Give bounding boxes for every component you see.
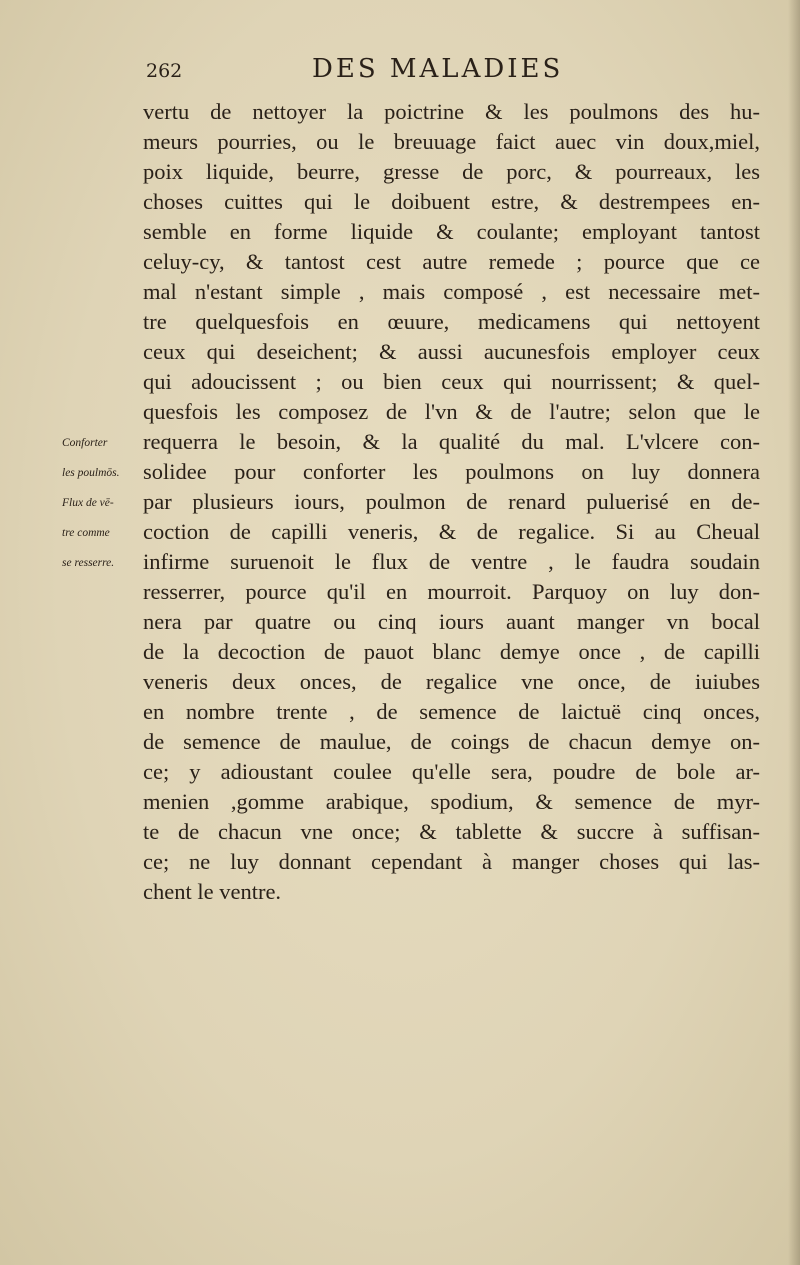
margin-note: Conforter (62, 437, 108, 449)
text-line: infirme suruenoit le flux de ventre , le faudra soudain (143, 549, 760, 574)
text-line: par plusieurs iours, poulmon de renard puluerisé en de- (143, 489, 760, 514)
text-line: solidee pour conforter les poulmons on luy donnera (143, 459, 760, 484)
text-line: veneris deux onces, de regalice vne once, de iuiubes (143, 669, 760, 694)
text-line: ce; ne luy donnant cependant à manger choses qui las- (143, 849, 760, 874)
text-line: vertu de nettoyer la poictrine & les poulmons des hu- (143, 99, 760, 124)
margin-note: Flux de vē- (62, 497, 114, 509)
text-line: coction de capilli veneris, & de regalice. Si au Cheual (143, 519, 760, 544)
text-line: tre quelquesfois en œuure, medicamens qui nettoyent (143, 309, 760, 334)
text-line: poix liquide, beurre, gresse de porc, & pourreaux, les (143, 159, 760, 184)
margin-note: se resserre. (62, 557, 115, 569)
margin-note: les poulmōs. (62, 467, 120, 479)
text-line: meurs pourries, ou le breuuage faict auec vin doux,miel, (143, 129, 760, 154)
text-line: celuy-cy, & tantost cest autre remede ; pource que ce (143, 249, 760, 274)
margin-note: tre comme (62, 527, 110, 539)
show-through-text (150, 975, 770, 1215)
text-line: quesfois les composez de l'vn & de l'autre; selon que le (143, 399, 760, 424)
text-line: en nombre trente , de semence de laictuë cinq onces, (143, 699, 760, 724)
text-line: de semence de maulue, de coings de chacun demye on- (143, 729, 760, 754)
text-line: de la decoction de pauot blanc demye once , de capilli (143, 639, 760, 664)
text-line: resserrer, pource qu'il en mourroit. Parquoy on luy don- (143, 579, 760, 604)
text-line: te de chacun vne once; & tablette & succre à suffisan- (143, 819, 760, 844)
text-line: mal n'estant simple , mais composé , est necessaire met- (143, 279, 760, 304)
text-line: ce; y adioustant coulee qu'elle sera, poudre de bole ar- (143, 759, 760, 784)
text-line: nera par quatre ou cinq iours auant manger vn bocal (143, 609, 760, 634)
running-title: DES MALADIES (312, 54, 564, 84)
body-text (143, 97, 760, 907)
text-line: requerra le besoin, & la qualité du mal. L'vlcere con- (143, 429, 760, 454)
text-line: chent le ventre. (143, 879, 282, 904)
text-line: ceux qui deseichent; & aussi aucunesfois employer ceux (143, 339, 760, 364)
text-line: choses cuittes qui le doibuent estre, & destrempees en- (143, 189, 760, 214)
page-number: 262 (146, 60, 183, 82)
text-line: semble en forme liquide & coulante; employant tantost (143, 219, 760, 244)
text-line: qui adoucissent ; ou bien ceux qui nourrissent; & quel- (143, 369, 760, 394)
page-edge-shadow (788, 0, 800, 1265)
running-head (140, 50, 660, 86)
text-line: menien ,gomme arabique, spodium, & semence de myr- (143, 789, 760, 814)
